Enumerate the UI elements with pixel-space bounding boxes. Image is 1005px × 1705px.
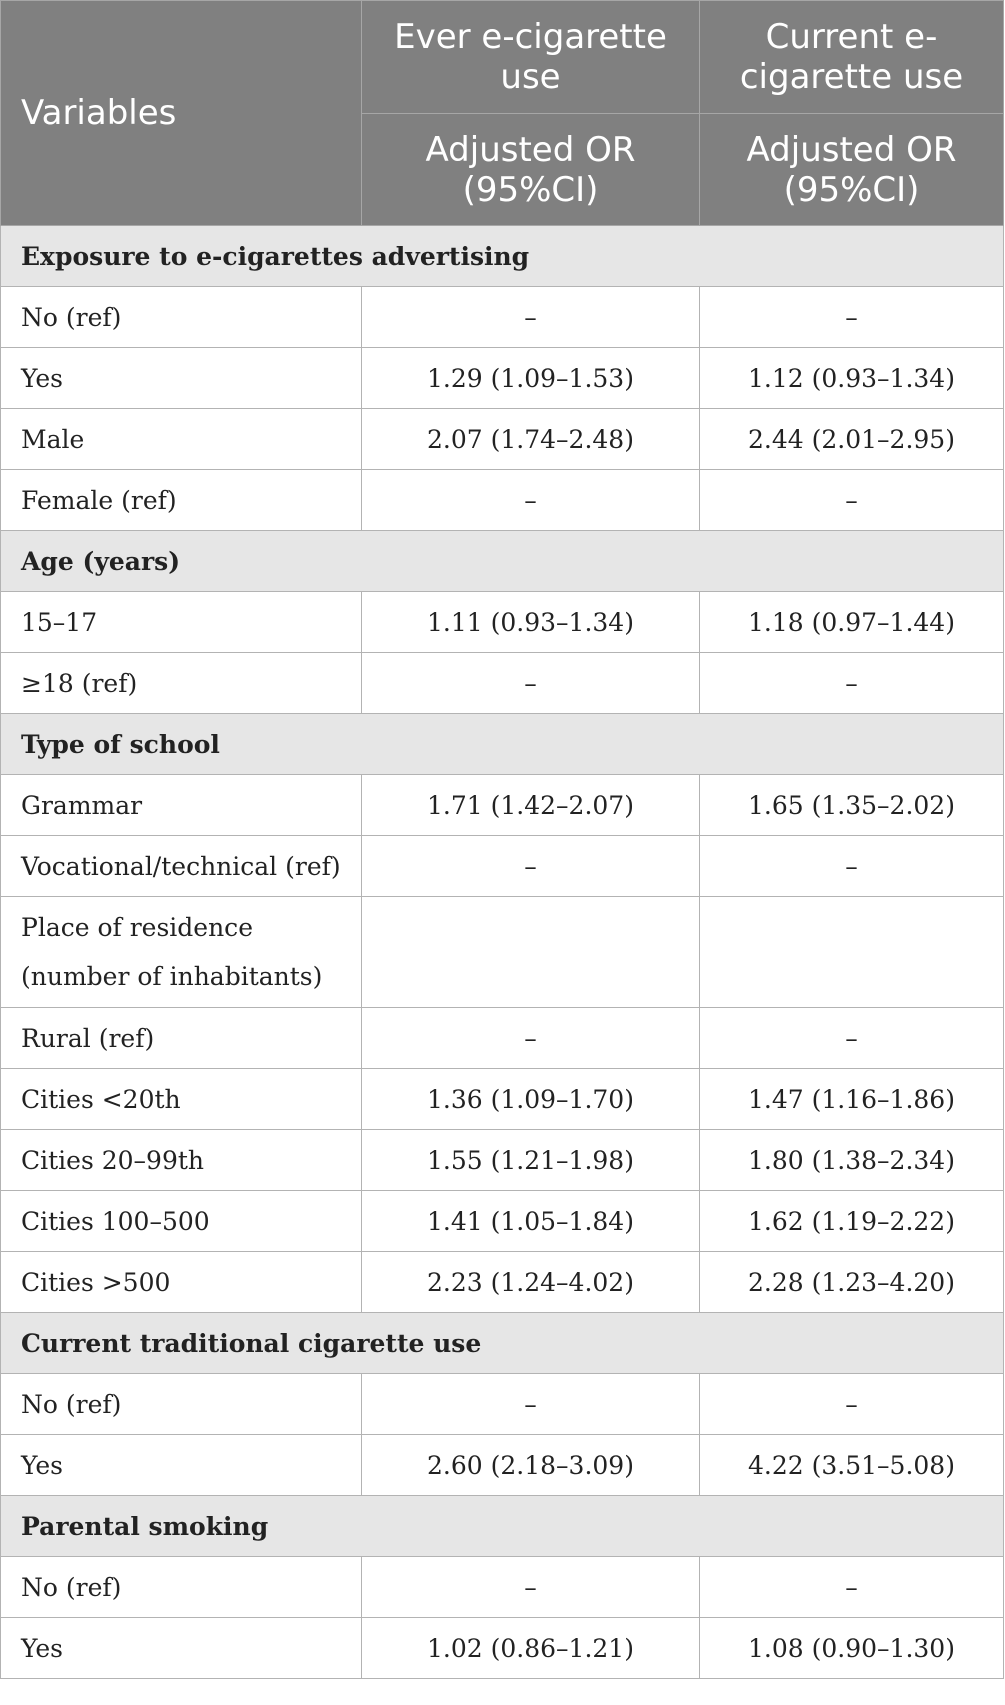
current-use-value: 1.65 (1.35–2.02) (700, 775, 1004, 836)
current-use-value: – (700, 470, 1004, 531)
current-use-value: – (700, 836, 1004, 897)
table-row (1, 836, 1004, 897)
ever-use-value: 1.55 (1.21–1.98) (362, 1130, 700, 1191)
table-row (1, 1252, 1004, 1313)
variable-label: Cities 100–500 (1, 1191, 362, 1252)
section-label: Exposure to e-cigarettes advertising (1, 226, 1004, 287)
ever-use-value: 1.11 (0.93–1.34) (362, 592, 700, 653)
current-use-value: – (700, 653, 1004, 714)
current-use-value: – (700, 287, 1004, 348)
ever-use-header: Ever e-cigarette use (362, 1, 700, 114)
table-header (1, 1, 1004, 226)
ever-use-value: 2.60 (2.18–3.09) (362, 1435, 700, 1496)
ever-use-value: 1.41 (1.05–1.84) (362, 1191, 700, 1252)
current-use-value: 2.28 (1.23–4.20) (700, 1252, 1004, 1313)
ever-use-value: – (362, 836, 700, 897)
ever-use-value: 1.02 (0.86–1.21) (362, 1618, 700, 1679)
variable-label: Female (ref) (1, 470, 362, 531)
variable-label: Yes (1, 1618, 362, 1679)
section-row (1, 226, 1004, 287)
current-use-value: 1.12 (0.93–1.34) (700, 348, 1004, 409)
table-row (1, 1069, 1004, 1130)
section-row (1, 1313, 1004, 1374)
ever-use-value: 2.07 (1.74–2.48) (362, 409, 700, 470)
section-row (1, 531, 1004, 592)
ever-use-value: – (362, 1008, 700, 1069)
ever-use-value: 1.36 (1.09–1.70) (362, 1069, 700, 1130)
table-row (1, 348, 1004, 409)
variable-label: Yes (1, 1435, 362, 1496)
section-row (1, 714, 1004, 775)
variable-label: ≥18 (ref) (1, 653, 362, 714)
table-row (1, 1191, 1004, 1252)
variable-label: No (ref) (1, 1374, 362, 1435)
ever-adjusted-or-header: Adjusted OR (95%CI) (362, 114, 700, 226)
section-label: Age (years) (1, 531, 1004, 592)
table-row (1, 470, 1004, 531)
variable-label: Cities >500 (1, 1252, 362, 1313)
variable-label: Cities 20–99th (1, 1130, 362, 1191)
variable-label: Male (1, 409, 362, 470)
current-adjusted-or-header: Adjusted OR (95%CI) (700, 114, 1004, 226)
current-use-value: 1.08 (0.90–1.30) (700, 1618, 1004, 1679)
variable-label: Rural (ref) (1, 1008, 362, 1069)
current-use-value: – (700, 1374, 1004, 1435)
current-use-value: 1.47 (1.16–1.86) (700, 1069, 1004, 1130)
table-row (1, 897, 1004, 1008)
ever-use-value: 1.29 (1.09–1.53) (362, 348, 700, 409)
current-use-value (700, 897, 1004, 1008)
ever-use-value (362, 897, 700, 1008)
table-row (1, 409, 1004, 470)
current-use-value: 1.62 (1.19–2.22) (700, 1191, 1004, 1252)
variable-label: Cities <20th (1, 1069, 362, 1130)
current-use-value: 1.80 (1.38–2.34) (700, 1130, 1004, 1191)
section-label: Current traditional cigarette use (1, 1313, 1004, 1374)
ever-use-value: – (362, 1557, 700, 1618)
table-row (1, 1557, 1004, 1618)
table-row (1, 592, 1004, 653)
current-use-value: – (700, 1008, 1004, 1069)
variable-label: No (ref) (1, 287, 362, 348)
ever-use-value: – (362, 470, 700, 531)
table-row (1, 1374, 1004, 1435)
table-body (1, 226, 1004, 1679)
current-use-value: 1.18 (0.97–1.44) (700, 592, 1004, 653)
table-row (1, 1618, 1004, 1679)
current-use-value: 4.22 (3.51–5.08) (700, 1435, 1004, 1496)
table-row (1, 653, 1004, 714)
variable-label: Grammar (1, 775, 362, 836)
table-row (1, 287, 1004, 348)
ever-use-value: – (362, 287, 700, 348)
table-row (1, 775, 1004, 836)
variable-label: Vocational/technical (ref) (1, 836, 362, 897)
section-label: Type of school (1, 714, 1004, 775)
variables-header: Variables (1, 1, 362, 226)
ever-use-value: 1.71 (1.42–2.07) (362, 775, 700, 836)
ever-use-value: – (362, 1374, 700, 1435)
ever-use-value: 2.23 (1.24–4.02) (362, 1252, 700, 1313)
variable-label: 15–17 (1, 592, 362, 653)
current-use-value: 2.44 (2.01–2.95) (700, 409, 1004, 470)
variable-label: Yes (1, 348, 362, 409)
variable-label: No (ref) (1, 1557, 362, 1618)
section-label: Parental smoking (1, 1496, 1004, 1557)
ever-use-value: – (362, 653, 700, 714)
variable-label: Place of residence (number of inhabitants) (1, 897, 362, 1008)
current-use-header: Current e-cigarette use (700, 1, 1004, 114)
table-row (1, 1435, 1004, 1496)
table-row (1, 1130, 1004, 1191)
table-row (1, 1008, 1004, 1069)
current-use-value: – (700, 1557, 1004, 1618)
section-row (1, 1496, 1004, 1557)
